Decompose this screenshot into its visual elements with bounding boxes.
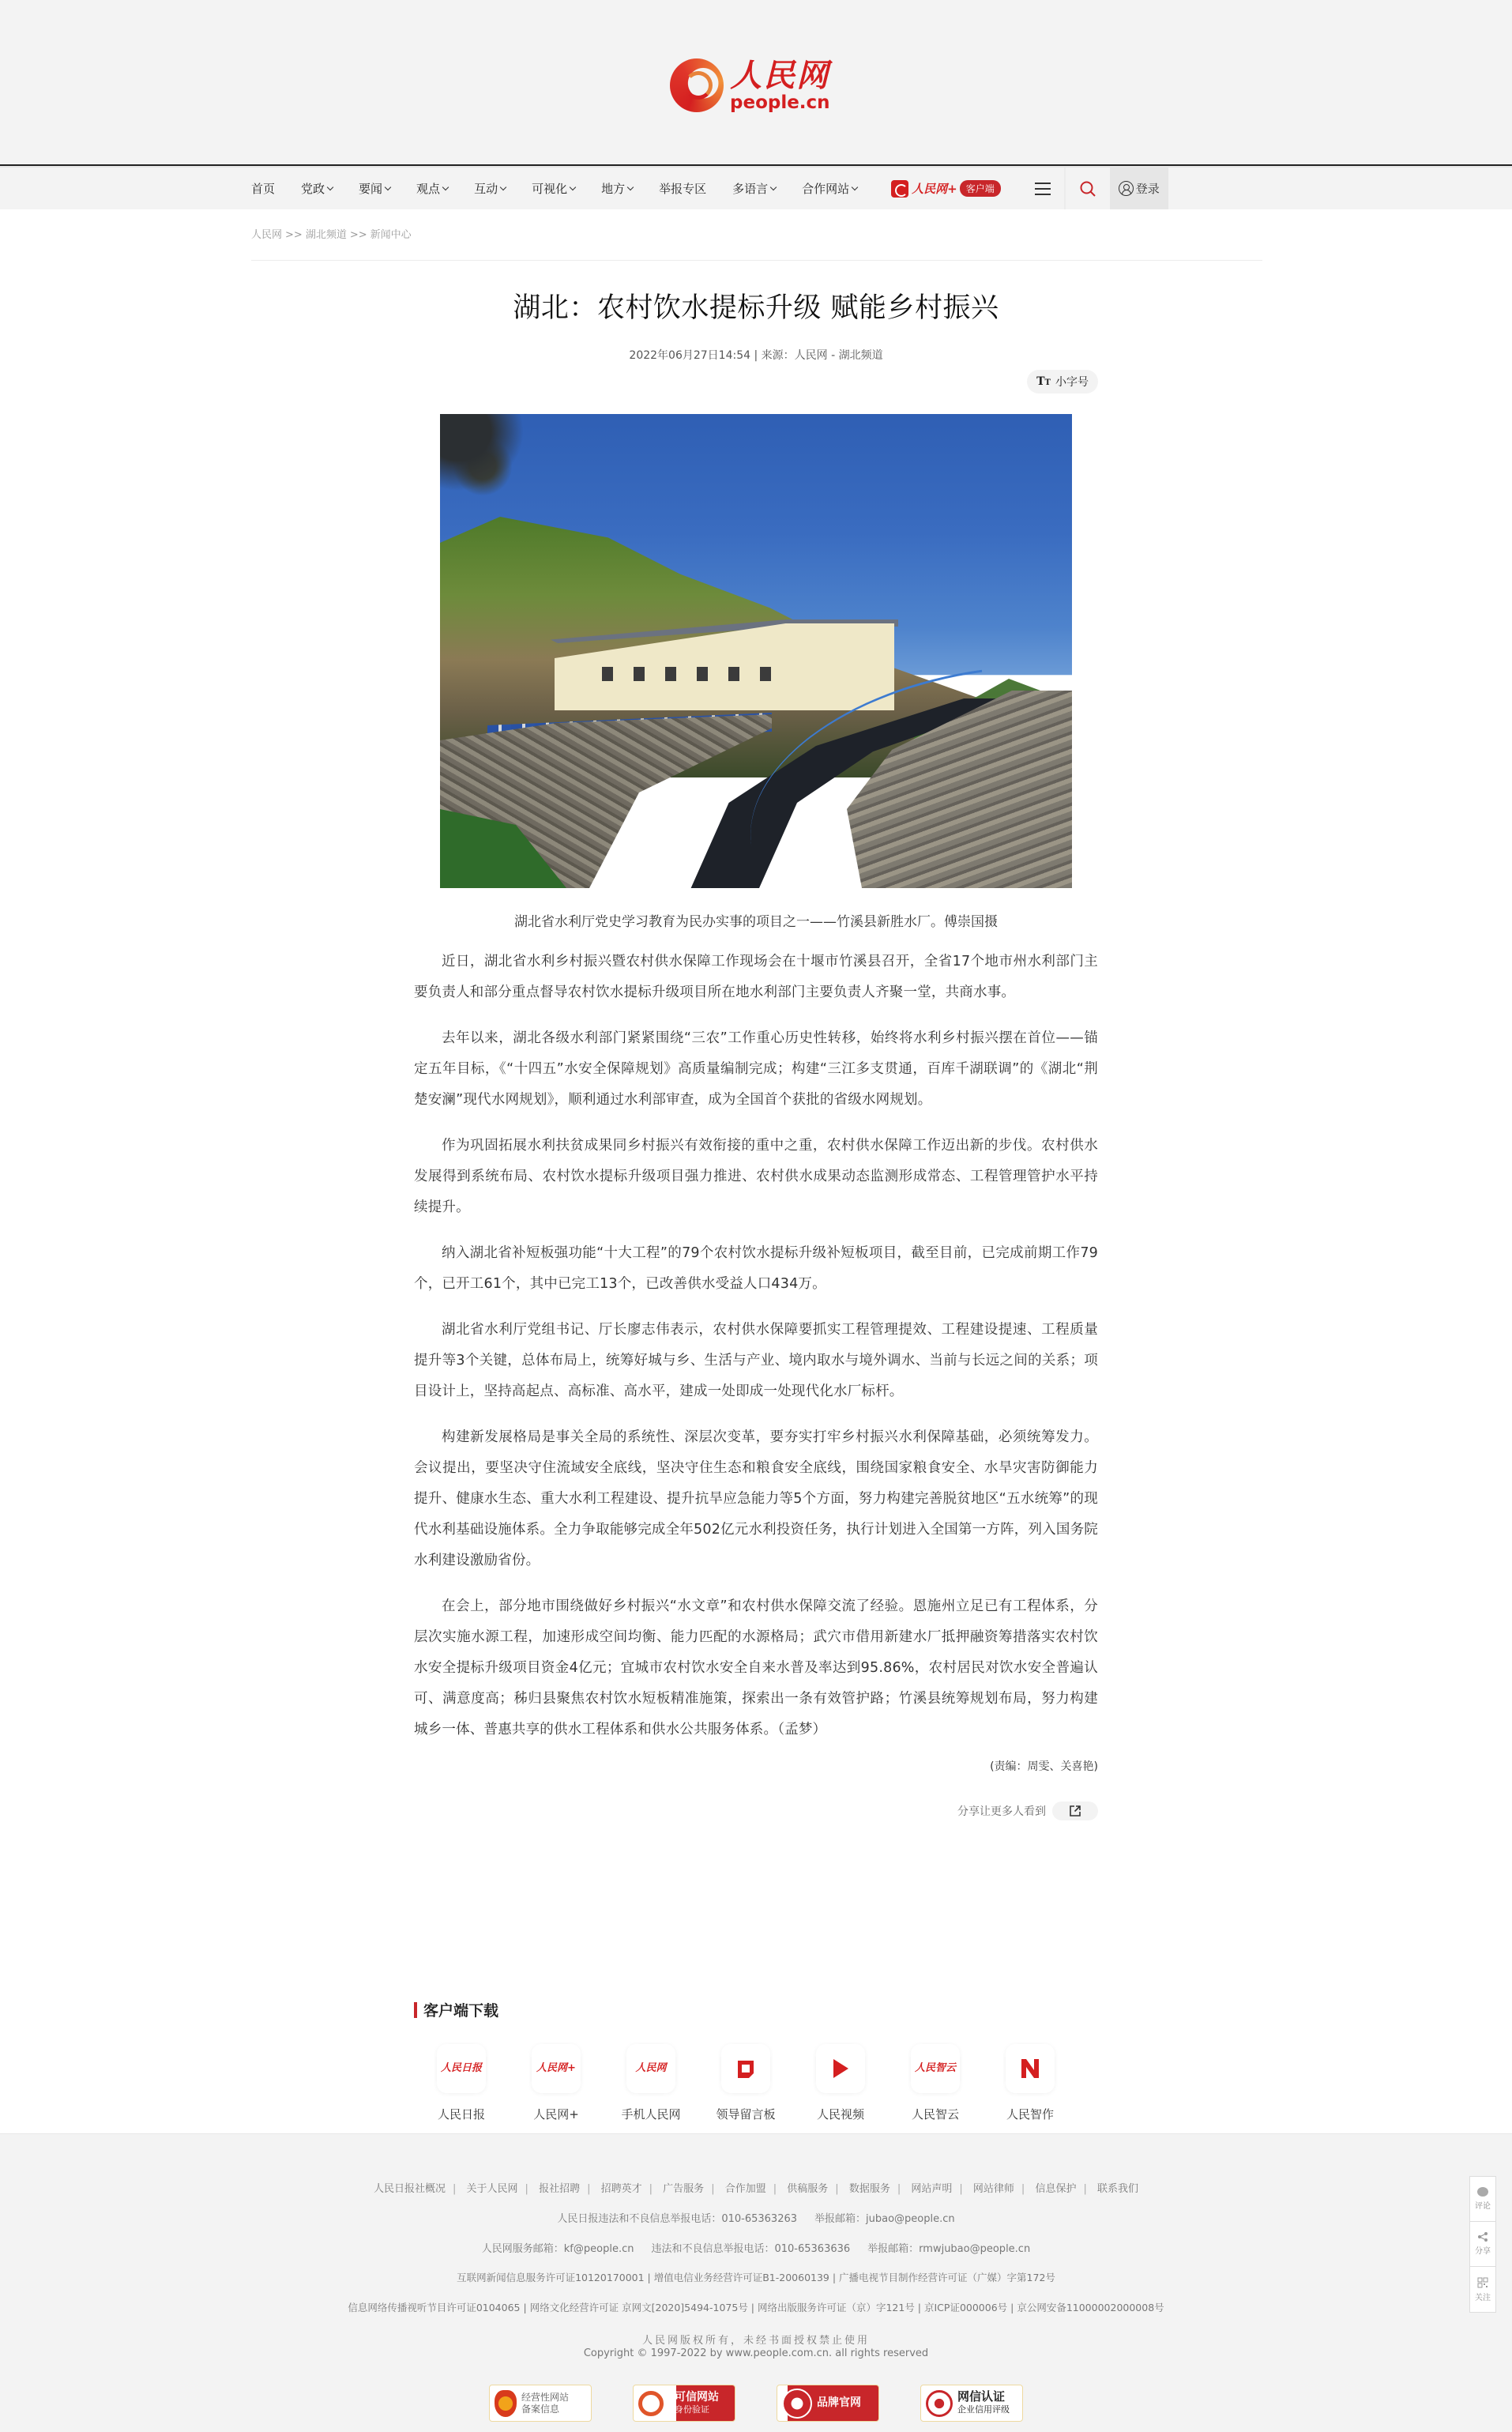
app-mobile-people[interactable]: 人民网 手机人民网 xyxy=(604,2044,698,2122)
share-text: 分享让更多人看到 xyxy=(957,1805,1046,1818)
play-icon xyxy=(816,2044,865,2093)
footer-link[interactable]: 供稿服务 xyxy=(787,2183,829,2195)
nav-item-visualization[interactable]: 可视化 xyxy=(532,180,575,197)
breadcrumb-news-center[interactable]: 新闻中心 xyxy=(370,229,412,241)
app-badge: 客户端 xyxy=(960,180,1001,197)
site-header xyxy=(0,0,1512,164)
app-people-plus[interactable]: 人民网+ 人民网+ xyxy=(509,2044,604,2122)
chevron-down-icon xyxy=(442,183,449,190)
chevron-down-icon xyxy=(327,183,333,190)
people-cloud-app-icon: 人民智云 xyxy=(911,2044,960,2093)
font-size-icon: TT xyxy=(1036,375,1051,388)
photo-caption: 湖北省水利厅党史学习教育为民办实事的项目之一——竹溪县新胜水厂。傅崇国摄 xyxy=(514,914,998,930)
shield-seal-icon xyxy=(495,2390,517,2417)
footer-link[interactable]: 网站律师 xyxy=(972,2183,1014,2195)
side-float-toolbar xyxy=(1469,2176,1496,2313)
certification-seal-icon xyxy=(782,2389,812,2419)
article xyxy=(414,284,1098,1820)
app-people-create[interactable]: 人民智作 xyxy=(983,2044,1078,2122)
paragraph: 去年以来，湖北各级水利部门紧紧围绕“三农”工作重心历史性转移，始终将水利乡村振兴摆在首位——锚定五年目标，《“十四五”水安全保障规划》高质量编制完成；构建“三江多支贯通，百库千湖联调”的《湖北“荆楚安澜”现代水网规划》，顺利通过水利部审查，成为全国首个获批的省级水网规划。 xyxy=(414,1030,1098,1108)
nav-item-report-zone[interactable]: 举报专区 xyxy=(659,182,707,196)
article-meta: 2022年06月27日14:54 | 来源：人民网 - 湖北频道 xyxy=(629,349,883,362)
trusted-site-icon xyxy=(638,2391,664,2416)
badge-site-registration[interactable]: 经营性网站 备案信息 xyxy=(489,2385,592,2422)
app-downloads xyxy=(414,1999,1098,2122)
share-external-icon xyxy=(1069,1805,1081,1817)
chevron-down-icon xyxy=(627,183,634,190)
article-body xyxy=(414,947,1098,1745)
breadcrumb-home[interactable]: 人民网 xyxy=(251,229,283,241)
nav-item-party-gov[interactable]: 党政 xyxy=(301,180,333,197)
mobile-people-app-icon: 人民网 xyxy=(626,2044,675,2093)
footer-rights: 人民网版权所有，未经书面授权禁止使用 xyxy=(641,2335,870,2347)
paragraph: 湖北省水利厅党组书记、厅长廖志伟表示，农村供水保障要抓实工程管理提效、工程建设提速、工程质量提升等3个关键，总体布局上，统筹好城与乡、生活与产业、境内取水与境外调水、当前与长远之间的关系；项目设计上，坚持高起点、高标准、高水平，建成一处即成一处现代化水厂标杆。 xyxy=(414,1322,1098,1399)
footer-link[interactable]: 报社招聘 xyxy=(539,2183,581,2195)
people-plus-app-icon: 人民网+ xyxy=(532,2044,581,2093)
nav-item-local[interactable]: 地方 xyxy=(601,180,633,197)
share-button[interactable] xyxy=(1052,1801,1098,1820)
badge-trusted-site[interactable]: 可信网站 身份验证 xyxy=(633,2385,735,2422)
footer-link[interactable]: 合作加盟 xyxy=(724,2183,766,2195)
app-people-daily[interactable]: 人民日报 人民日报 xyxy=(414,2044,509,2122)
login-button[interactable] xyxy=(1110,168,1168,209)
nav-item-partner-sites[interactable]: 合作网站 xyxy=(802,180,857,197)
nav-item-languages[interactable]: 多语言 xyxy=(732,180,776,197)
badge-cyber-credit[interactable]: 网信认证 企业信用评级 xyxy=(920,2385,1023,2422)
search-button[interactable] xyxy=(1066,168,1110,209)
footer-link[interactable]: 关于人民网 xyxy=(466,2183,518,2195)
chevron-down-icon xyxy=(385,183,391,190)
paragraph: 纳入湖北省补短板强功能“十大工程”的79个农村饮水提标升级补短板项目，截至目前，已完成前期工作79个，已开工61个，其中已完工13个，已改善供水受益人口434万。 xyxy=(414,1245,1098,1292)
app-download-link[interactable] xyxy=(891,180,1001,198)
app-people-video[interactable]: 人民视频 xyxy=(793,2044,888,2122)
footer-link[interactable]: 数据服务 xyxy=(848,2183,890,2195)
footer-link[interactable]: 网站声明 xyxy=(911,2183,953,2195)
search-icon xyxy=(1079,180,1096,198)
app-people-cloud[interactable]: 人民智云 人民智云 xyxy=(888,2044,983,2122)
footer-link[interactable]: 信息保护 xyxy=(1035,2183,1077,2195)
logo-text-cn: 人民网 xyxy=(730,57,830,94)
hamburger-icon xyxy=(1035,183,1051,195)
share-icon xyxy=(1477,2232,1488,2242)
footer-license-1: 互联网新闻信息服务许可证10120170001 | 增值电信业务经营许可证B1-20060139 | 广播电视节目制作经营许可证（广媒）字第172号 xyxy=(457,2272,1055,2283)
footer-license-2: 信息网络传播视听节目许可证0104065 | 网络文化经营许可证 京网文[2020]5494-1075号 | 网络出版服务许可证（京）字121号 | 京ICP证000006号 | 京公网安备11000002000008号 xyxy=(348,2302,1164,2313)
chevron-down-icon xyxy=(570,183,576,190)
chevron-down-icon xyxy=(770,183,777,190)
footer-copyright: Copyright © 1997-2022 by www.people.com.cn. all rights reserved xyxy=(583,2347,929,2359)
breadcrumb-divider xyxy=(251,260,1262,261)
main-nav xyxy=(0,166,1512,209)
follow-button[interactable]: 关注 xyxy=(1470,2267,1495,2312)
trust-badges xyxy=(0,2385,1512,2422)
paragraph: 近日，湖北省水利乡村振兴暨农村供水保障工作现场会在十堰市竹溪县召开，全省17个地市州水利部门主要负责人和部分重点督导农村饮水提标升级项目所在地水利部门主要负责人齐聚一堂，共商水事。 xyxy=(414,954,1098,1000)
share-float-button[interactable]: 分享 xyxy=(1470,2222,1495,2267)
user-icon xyxy=(1119,181,1134,196)
footer-link[interactable]: 联系我们 xyxy=(1097,2183,1139,2195)
font-size-toggle[interactable] xyxy=(1027,370,1098,393)
comment-button[interactable]: 评论 xyxy=(1470,2177,1495,2222)
footer-link[interactable]: 招聘英才 xyxy=(600,2183,642,2195)
article-title: 湖北：农村饮水提标升级 赋能乡村振兴 xyxy=(513,292,999,324)
chevron-down-icon xyxy=(500,183,506,190)
menu-button[interactable] xyxy=(1021,168,1066,209)
nav-item-headlines[interactable]: 要闻 xyxy=(359,180,390,197)
nav-item-home[interactable]: 首页 xyxy=(251,182,276,196)
login-label: 登录 xyxy=(1135,182,1160,196)
article-photo xyxy=(440,414,1072,888)
app-name: 人民网+ xyxy=(912,182,957,196)
chevron-down-icon xyxy=(852,183,858,190)
footer-links: 人民日报社概况 | 关于人民网 | 报社招聘 | 招聘英才 | 广告服务 | 合作加盟 | 供稿服务 | 数据服务 | 网站声明 | 网站律师 | 信息保护 | 联系我们 xyxy=(373,2183,1139,2195)
site-logo[interactable] xyxy=(670,54,844,117)
footer-report-line-2: 人民网服务邮箱：kf@people.cn 违法和不良信息举报电话：010-65363636 举报邮箱：rmwjubao@people.cn xyxy=(481,2243,1031,2255)
nav-item-opinion[interactable]: 观点 xyxy=(416,180,448,197)
breadcrumb: 人民网 >> 湖北频道 >> 新闻中心 xyxy=(251,229,412,241)
editor-credit: (责编：周雯、关喜艳) xyxy=(990,1760,1098,1773)
people-create-app-icon xyxy=(1006,2044,1055,2093)
footer-report-line-1: 人民日报违法和不良信息举报电话：010-65363263 举报邮箱：jubao@people.cn xyxy=(557,2213,955,2225)
paragraph: 作为巩固拓展水利扶贫成果同乡村振兴有效衔接的重中之重，农村供水保障工作迈出新的步伐。农村供水发展得到系统布局、农村饮水提标升级项目强力推进、农村供水成果动态监测形成常态、工程管理管护水平持续提升。 xyxy=(414,1138,1098,1215)
logo-mark-icon xyxy=(670,58,724,112)
app-leader-message-board[interactable]: 领导留言板 xyxy=(698,2044,793,2122)
footer-link[interactable]: 人民日报社概况 xyxy=(373,2183,446,2195)
people-daily-app-icon: 人民日报 xyxy=(437,2044,486,2093)
qrcode-icon xyxy=(1477,2277,1488,2288)
nav-item-interaction[interactable]: 互动 xyxy=(474,180,506,197)
badge-brand-official[interactable]: 品牌官网 xyxy=(777,2385,879,2422)
credit-seal-icon xyxy=(926,2390,953,2417)
heading-accent-bar xyxy=(414,2002,417,2018)
share-row xyxy=(414,1801,1098,1820)
logo-text-en: people.cn xyxy=(730,92,830,113)
site-footer xyxy=(0,2134,1512,2432)
apps-heading: 客户端下载 xyxy=(414,1999,1098,2020)
paragraph: 构建新发展格局是事关全局的系统性、深层次变革，要夯实打牢乡村振兴水利保障基础，必须统筹发力。会议提出，要坚决守住流域安全底线，坚决守住生态和粮食安全底线，围绕国家粮食安全、水旱灾害防御能力提升、健康水生态、重大水利工程建设、提升抗旱应急能力等5个方面，努力构建完善脱贫地区“五水统筹”的现代水利基础设施体系。全力争取能够完成全年502亿元水利投资任务，执行计划进入全国第一方阵，列入国务院水利建设激励省份。 xyxy=(414,1429,1098,1568)
comment-icon xyxy=(1477,2187,1488,2197)
message-board-app-icon xyxy=(721,2044,770,2093)
footer-link[interactable]: 广告服务 xyxy=(663,2183,705,2195)
font-size-label: 小字号 xyxy=(1055,376,1089,389)
paragraph: 在会上，部分地市围绕做好乡村振兴“水文章”和农村供水保障交流了经验。恩施州立足已有工程体系，分层次实施水源工程，加速形成空间均衡、能力匹配的水源格局；武穴市借用新建水厂抵押融资筹措落实农村饮水安全提标升级项目资金4亿元；宜城市农村饮水安全自来水普及率达到95.86%，农村居民对饮水安全普遍认可、满意度高；秭归县聚焦农村饮水短板精准施策，探索出一条有效管护路；竹溪县统筹规划布局，努力构建城乡一体、普惠共享的供水工程体系和供水公共服务体系。（孟梦） xyxy=(414,1598,1098,1737)
people-app-icon xyxy=(891,180,908,198)
breadcrumb-hubei[interactable]: 湖北频道 xyxy=(305,229,347,241)
